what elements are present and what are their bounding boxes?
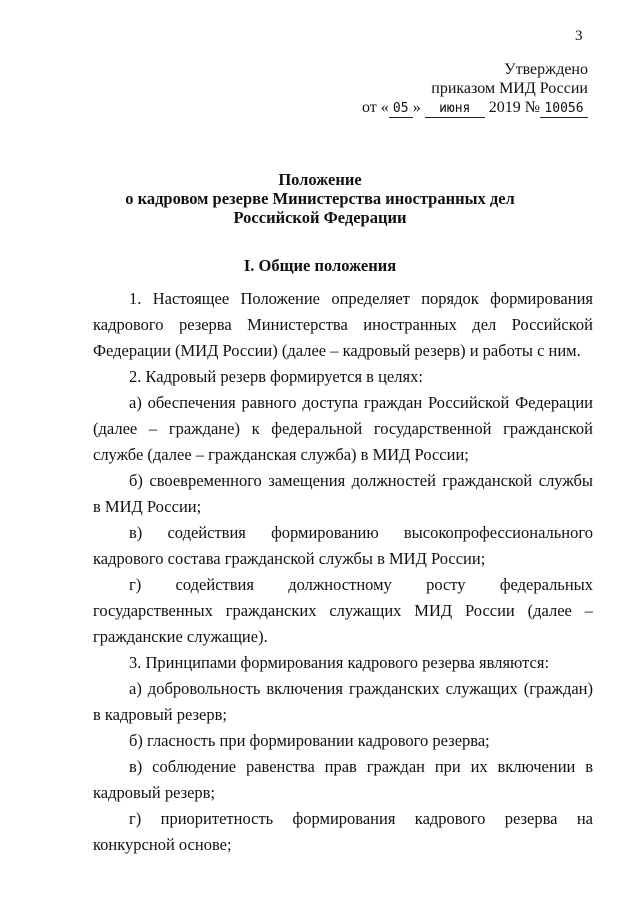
paragraph-3d: г) приоритетность формирования кадрового резерва на конкурсной основе; xyxy=(93,809,593,854)
document-body xyxy=(93,286,593,858)
paragraph-2: 2. Кадровый резерв формируется в целях: xyxy=(129,367,423,386)
paragraph-2c: в) содействия формированию высокопрофессионального кадрового состава гражданской службы в МИД России; xyxy=(93,523,593,568)
title-line-2: о кадровом резерве Министерства иностранных дел xyxy=(125,189,515,208)
order-number: 10056 xyxy=(540,101,588,118)
paragraph-3c: в) соблюдение равенства прав граждан при их включении в кадровый резерв; xyxy=(93,757,593,802)
approval-stamp xyxy=(362,60,588,118)
date-month: июня xyxy=(425,101,485,118)
approval-line-2: приказом МИД России xyxy=(431,80,588,97)
paragraph-2b: б) своевременного замещения должностей гражданской службы в МИД России; xyxy=(93,471,593,516)
date-day-close: » xyxy=(412,99,421,116)
date-year: 2019 № xyxy=(488,99,540,116)
paragraph-3b: б) гласность при формировании кадрового резерва; xyxy=(129,731,490,750)
title-line-3: Российской Федерации xyxy=(233,208,407,227)
paragraph-1: 1. Настоящее Положение определяет порядок формирования кадрового резерва Министерства иностранных дел Российской Федерации (МИД России) (далее – кадровый резерв) и работы с ним. xyxy=(93,289,593,360)
approval-date-line xyxy=(362,98,588,118)
document-title xyxy=(0,170,640,227)
paragraph-3a: а) добровольность включения гражданских служащих (граждан) в кадровый резерв; xyxy=(93,679,593,724)
paragraph-3: 3. Принципами формирования кадрового резерва являются: xyxy=(129,653,550,672)
section-heading: I. Общие положения xyxy=(243,256,397,275)
date-prefix: от « xyxy=(361,99,389,116)
paragraph-2d: г) содействия должностному росту федеральных государственных гражданских служащих МИД России (далее – гражданские служащие). xyxy=(93,575,593,646)
title-line-1: Положение xyxy=(278,170,362,189)
paragraph-2a: а) обеспечения равного доступа граждан Российской Федерации (далее – граждане) к федеральной государственной гражданской службе (далее – гражданская служба) в МИД России; xyxy=(93,393,593,464)
approval-line-1: Утверждено xyxy=(504,61,588,78)
page-number: 3 xyxy=(575,28,583,44)
date-day: 05 xyxy=(389,101,413,118)
